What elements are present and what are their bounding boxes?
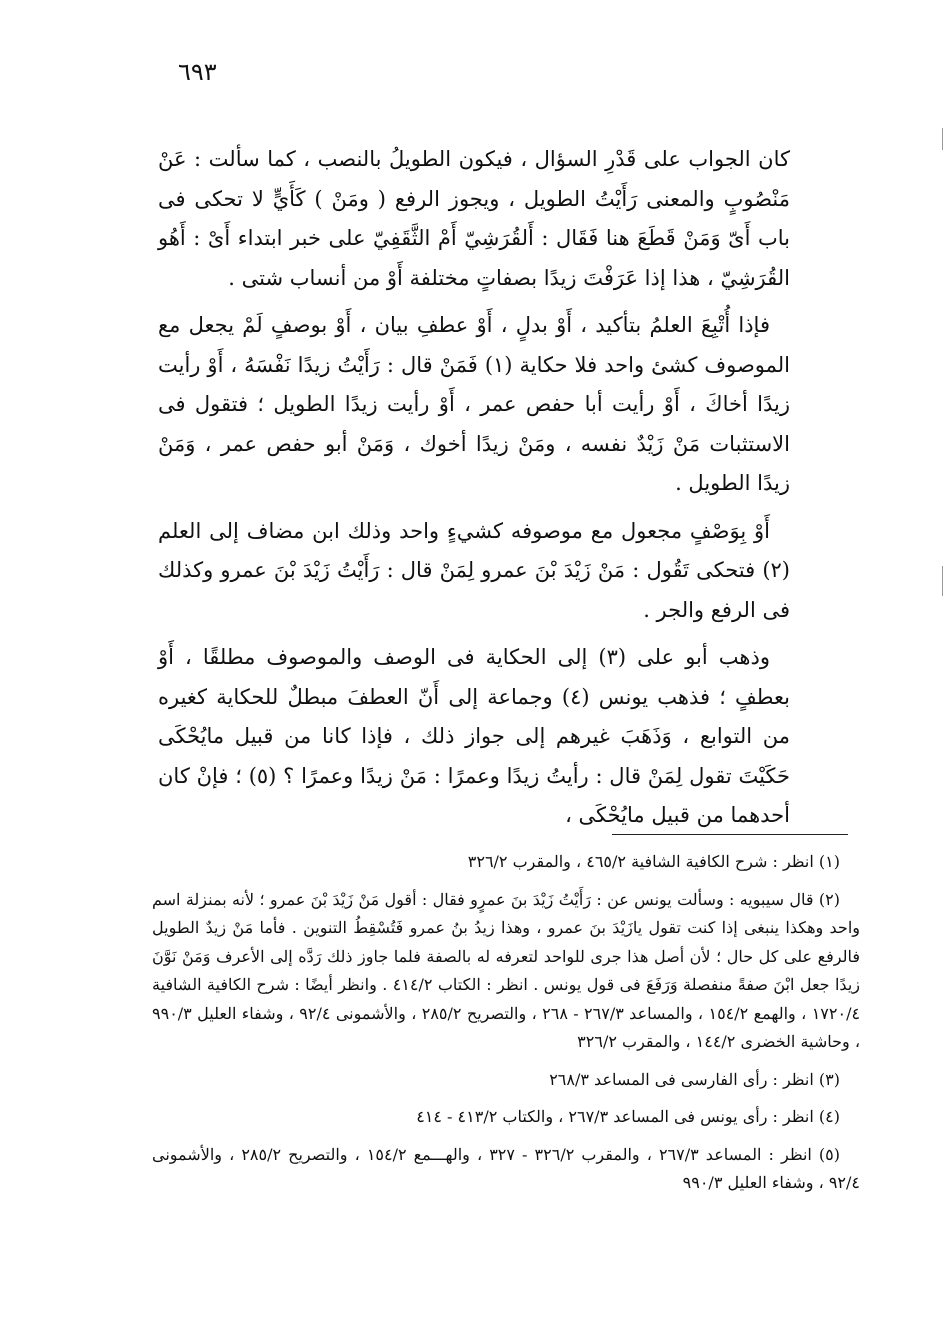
footnote: (٣) انظر : رأى الفارسى فى المساعد ٢٦٨/٣ <box>549 1069 840 1089</box>
scan-margin-mark <box>942 566 943 596</box>
paragraph: أَوْ بِوَصْفٍ مجعول مع موصوفه كشيءٍ واحد وذلك ابن مضاف إلى العلم (٢) فتحكى تَقُول : مَنْ زَيْدَ بْنَ عمرو لِمَنْ قال : رَأَيْتُ زَيْدَ بْنَ عمرو وكذلك فى الرفع والجر . <box>158 518 790 622</box>
footnote: (٢) قال سيبويه : وسألت يونس عن : رَأَيْتُ زَيْدَ بنَ عمرٍو فقال : أقول مَنْ زَيْدَ بْنَ عمرو ؛ لأنه بمنزلة اسم واحد وهكذا ينبغى إذا كنت تقول يازَيْدَ بنَ عمرو ، وهذا زيدُ بنُ عمرو فَتُسْقِطُ التنوين . فأما مَنْ زيدٌ الطويل فالرفع على كل حال ؛ لأن أصل هذا جرى للواحد لتعرفه له بالصفة فلما جاوز ذلك رَدَّه إلى الأعرف وَمَنْ نَوَّنَ زيدًا جعل ابْنَ صفةً منفصلة وَرَفَعَ فى قول يونس . انظر : الكتاب ٤١٤/٢ . وانظر أيضًا : شرح الكافية الشافية ١٧٢٠/٤ ، والهمع ١٥٤/٢ ، والمساعد ٢٦٧/٣ - ٢٦٨ ، والتصريح ٢٨٥/٢ ، والأشمونى ٩٢/٤ ، وشفاء العليل ٩٩٠/٣ ، وحاشية الخضرى ١٤٤/٢ ، والمقرب ٣٢٦/٢ <box>152 889 861 1051</box>
paragraph: كان الجواب على قَدْرِ السؤال ، فيكون الطويلُ بالنصب ، كما سألت : عَنْ مَنْصُوبٍ والمعنى رَأَيْتُ الطويل ، ويجوز الرفع ( ومَنْ ) كَأَيٍّ لا تحكى فى باب أَىّ وَمَنْ قَطَعَ هنا فَقَال : أَلقُرَشِيّ أَمْ الثَّقَفِيّ على خبر ابتداء أَىْ : أَهُو القُرَشِيّ ، هذا إذا عَرَفْتَ زيدًا بصفاتٍ مختلفة أَوْ من أنساب شتى . <box>158 147 790 290</box>
paragraph: وذهب أبو على (٣) إلى الحكاية فى الوصف والموصوف مطلقًا ، أَوْ بعطفٍ ؛ فذهب يونس (٤) وجماعة إلى أَنّ العطفَ مبطلٌ للحكاية كغيره من التوابع ، وَذَهَبَ غيرهم إلى جواز ذلك ، فإذا كانا من قبيل مايُحْكَى حَكَيْتَ تقول لِمَنْ قال : رأيتُ زيدًا وعمرًا : مَنْ زيدًا وعمرًا ؟ (٥) ؛ فإنْ كان أحدهما من قبيل مايُحْكَى ، <box>158 645 790 827</box>
footnote: (٥) انظر : المساعد ٢٦٧/٣ ، والمقرب ٣٢٦/٢ - ٣٢٧ ، والهـــمع ١٥٤/٢ ، والتصريح ٢٨٥/٢ ، والأشمونى ٩٢/٤ ، وشفاء العليل ٩٩٠/٣ <box>152 1144 860 1192</box>
page-number: ٦٩٣ <box>178 58 217 86</box>
scan-margin-mark <box>942 128 943 150</box>
paragraph: فإذا أُتْبِعَ العلمُ بتأكيد ، أَوْ بدلٍ ، أَوْ عطفِ بيان ، أَوْ بوصفٍ لَمْ يجعل مع الموصوف كشئ واحد فلا حكاية (١) فَمَنْ قال : رَأَيْتُ زيدًا نَفْسَهُ ، أَوْ رأيت زيدًا أخاكَ ، أَوْ رأيت أبا حفص عمر ، أَوْ رأيت زيدًا الطويل ؛ فتقول فى الاستثبات مَنْ زَيْدٌ نفسه ، ومَنْ زيدًا أخوك ، وَمَنْ أبو حفص عمر ، وَمَنْ زيدًا الطويل . <box>158 313 790 495</box>
footnote: (٤) انظر : رأى يونس فى المساعد ٢٦٧/٣ ، والكتاب ٤١٣/٢ - ٤١٤ <box>416 1107 840 1126</box>
footnotes <box>152 848 860 1207</box>
main-text <box>158 140 790 836</box>
footnote-separator <box>612 834 848 835</box>
footnote: (١) انظر : شرح الكافية الشافية ٤٦٥/٢ ، والمقرب ٣٢٦/٢ <box>467 852 840 871</box>
